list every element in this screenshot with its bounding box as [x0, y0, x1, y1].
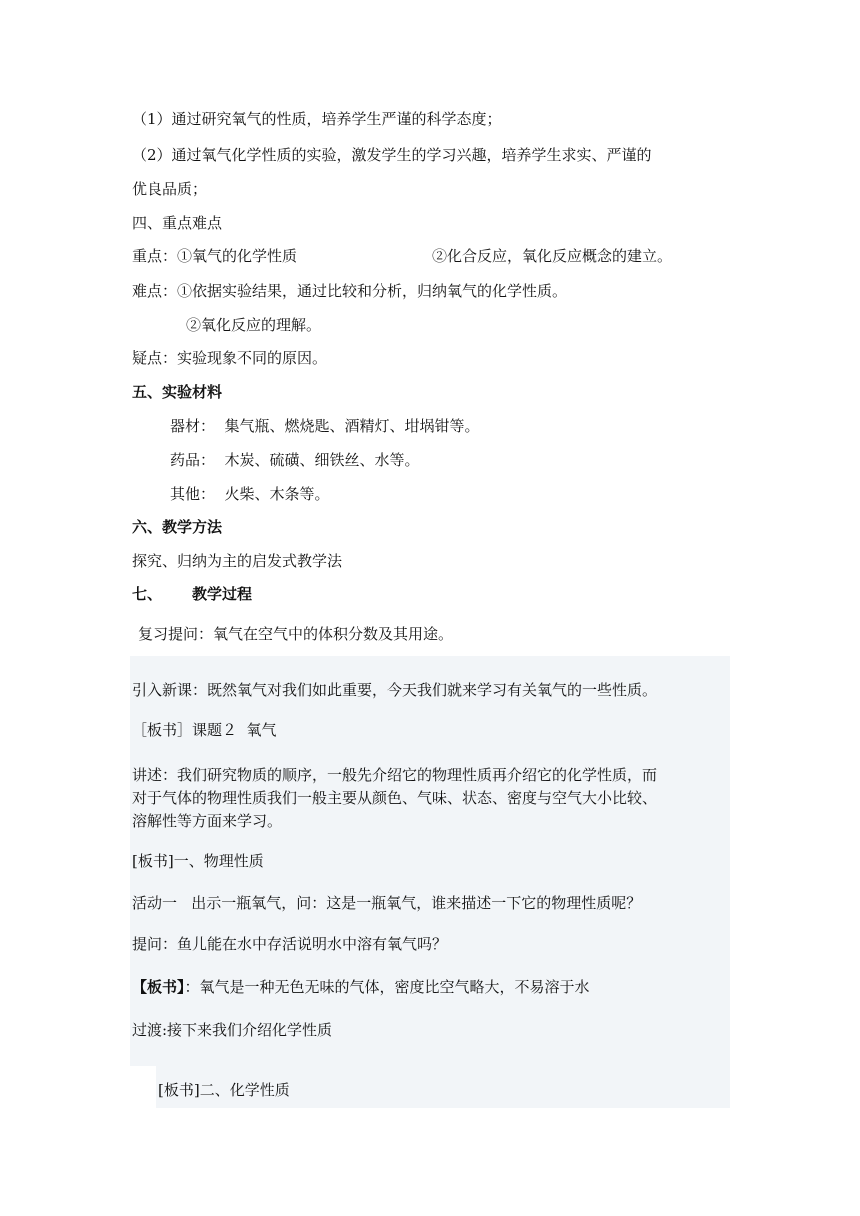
objective-line-2: （2）通过氧气化学性质的实验，激发学生的学习兴趣，培养学生求实、严谨的 — [132, 146, 652, 164]
materials-others: 其他： 火柴、木条等。 — [170, 485, 330, 503]
activity-one: 活动一 出示一瓶氧气，问：这是一瓶氧气，谁来描述一下它的物理性质呢？ — [132, 894, 642, 912]
transition-text: 过渡:接下来我们介绍化学性质 — [132, 1021, 333, 1039]
board-summary-label: 【板书】 — [132, 978, 185, 996]
objective-line-1: （1）通过研究氧气的性质，培养学生严谨的科学态度； — [132, 110, 502, 128]
board-physical-properties: [板书]一、物理性质 — [132, 852, 264, 870]
board-summary-text: ：氧气是一种无色无味的气体，密度比空气略大，不易溶于水 — [184, 978, 590, 996]
materials-reagents: 药品： 木炭、硫磺、细铁丝、水等。 — [170, 451, 420, 469]
difficulty-point-1: 难点：①依据实验结果，通过比较和分析，归纳氧气的化学性质。 — [132, 282, 568, 300]
methods-text: 探究、归纳为主的启发式教学法 — [132, 552, 343, 570]
shaded-block-notch — [130, 1066, 156, 1108]
materials-equipment: 器材： 集气瓶、燃烧匙、酒精灯、坩埚钳等。 — [170, 417, 480, 435]
doubt-point: 疑点：实验现象不同的原因。 — [132, 349, 328, 367]
narration-line-3: 溶解性等方面来学习。 — [132, 812, 283, 830]
difficulty-point-2: ②氧化反应的理解。 — [186, 316, 322, 334]
review-question: 复习提问：氧气在空气中的体积分数及其用途。 — [138, 625, 454, 643]
heading-methods: 六、教学方法 — [132, 518, 223, 536]
focus-point-2: ②化合反应，氧化反应概念的建立。 — [432, 247, 673, 265]
heading-materials: 五、实验材料 — [132, 383, 223, 401]
heading-process-title: 教学过程 — [192, 585, 253, 603]
objective-line-2-continued: 优良品质； — [132, 180, 208, 198]
board-chemical-properties: [板书]二、化学性质 — [158, 1081, 290, 1099]
heading-key-points: 四、重点难点 — [132, 214, 223, 232]
intro-new-lesson: 引入新课：既然氧气对我们如此重要，今天我们就来学习有关氧气的一些性质。 — [132, 681, 658, 699]
narration-line-1: 讲述：我们研究物质的顺序，一般先介绍它的物理性质再介绍它的化学性质，而 — [132, 766, 658, 784]
question-fish: 提问：鱼儿能在水中存活说明水中溶有氧气吗？ — [132, 935, 448, 953]
focus-point-1: 重点：①氧气的化学性质 — [132, 247, 298, 265]
narration-line-2: 对于气体的物理性质我们一般主要从颜色、气味、状态、密度与空气大小比较、 — [132, 789, 658, 807]
heading-process-number: 七、 — [132, 585, 163, 603]
board-summary — [132, 976, 590, 998]
board-lesson-topic: ［板书］课题２ 氧气 — [132, 721, 277, 739]
